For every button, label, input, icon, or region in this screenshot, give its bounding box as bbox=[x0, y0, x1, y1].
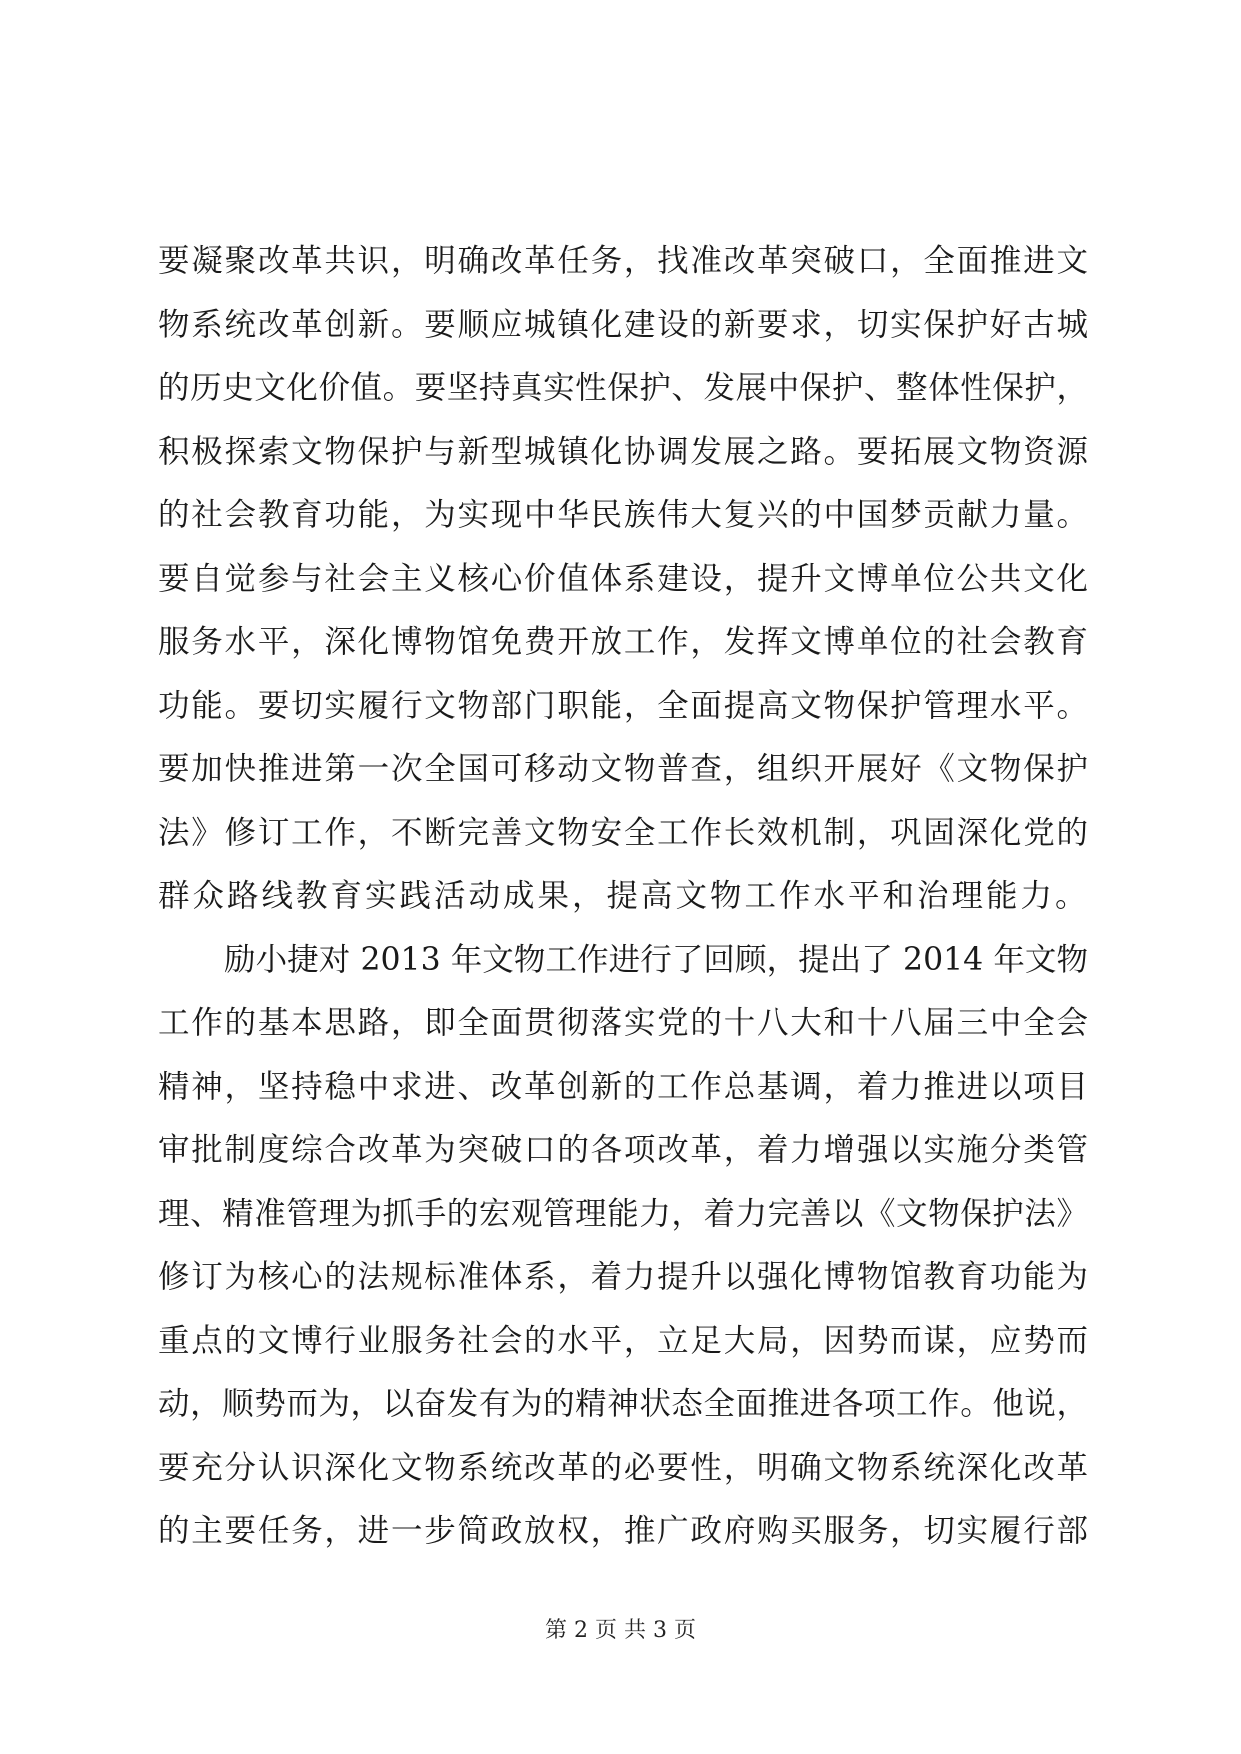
text-line: 群众路线教育实践活动成果，提高文物工作水平和治理能力。 bbox=[158, 878, 1090, 914]
text-line: 积极探索文物保护与新型城镇化协调发展之路。要拓展文物资源 bbox=[158, 433, 1088, 470]
text-line: 励小捷对 2013 年文物工作进行了回顾，提出了 2014 年文物 bbox=[224, 941, 1088, 978]
text-line: 要加快推进第一次全国可移动文物普查，组织开展好《文物保护 bbox=[158, 751, 1088, 787]
text-line: 动，顺势而为，以奋发有为的精神状态全面推进各项工作。他说， bbox=[158, 1386, 1088, 1422]
text-line: 物系统改革创新。要顺应城镇化建设的新要求，切实保护好古城 bbox=[158, 306, 1088, 343]
text-line: 修订为核心的法规标准体系，着力提升以强化博物馆教育功能为 bbox=[158, 1259, 1088, 1295]
text-line: 的历史文化价值。要坚持真实性保护、发展中保护、整体性保护， bbox=[158, 370, 1088, 406]
text-line: 审批制度综合改革为突破口的各项改革，着力增强以实施分类管 bbox=[158, 1132, 1088, 1168]
text-line: 理、精准管理为抓手的宏观管理能力，着力完善以《文物保护法》 bbox=[158, 1195, 1088, 1232]
text-line: 工作的基本思路，即全面贯彻落实党的十八大和十八届三中全会 bbox=[158, 1005, 1088, 1041]
text-line: 服务水平，深化博物馆免费开放工作，发挥文博单位的社会教育 bbox=[158, 624, 1088, 660]
text-line: 要凝聚改革共识，明确改革任务，找准改革突破口，全面推进文 bbox=[158, 243, 1088, 279]
page-number-footer: 第 2 页 共 3 页 bbox=[545, 1618, 696, 1643]
text-line: 法》修订工作，不断完善文物安全工作长效机制，巩固深化党的 bbox=[158, 814, 1088, 851]
body-text bbox=[158, 230, 1088, 1564]
text-line: 重点的文博行业服务社会的水平，立足大局，因势而谋，应势而 bbox=[158, 1322, 1088, 1359]
text-line: 的主要任务，进一步简政放权，推广政府购买服务，切实履行部 bbox=[158, 1513, 1088, 1549]
paragraph-1 bbox=[158, 230, 1088, 929]
text-line: 要充分认识深化文物系统改革的必要性，明确文物系统深化改革 bbox=[158, 1449, 1088, 1486]
paragraph-2 bbox=[158, 929, 1088, 1564]
text-line: 的社会教育功能，为实现中华民族伟大复兴的中国梦贡献力量。 bbox=[158, 497, 1088, 533]
text-line: 精神，坚持稳中求进、改革创新的工作总基调，着力推进以项目 bbox=[158, 1068, 1088, 1105]
text-line: 功能。要切实履行文物部门职能，全面提高文物保护管理水平。 bbox=[158, 687, 1088, 724]
text-line: 要自觉参与社会主义核心价值体系建设，提升文博单位公共文化 bbox=[158, 560, 1088, 597]
